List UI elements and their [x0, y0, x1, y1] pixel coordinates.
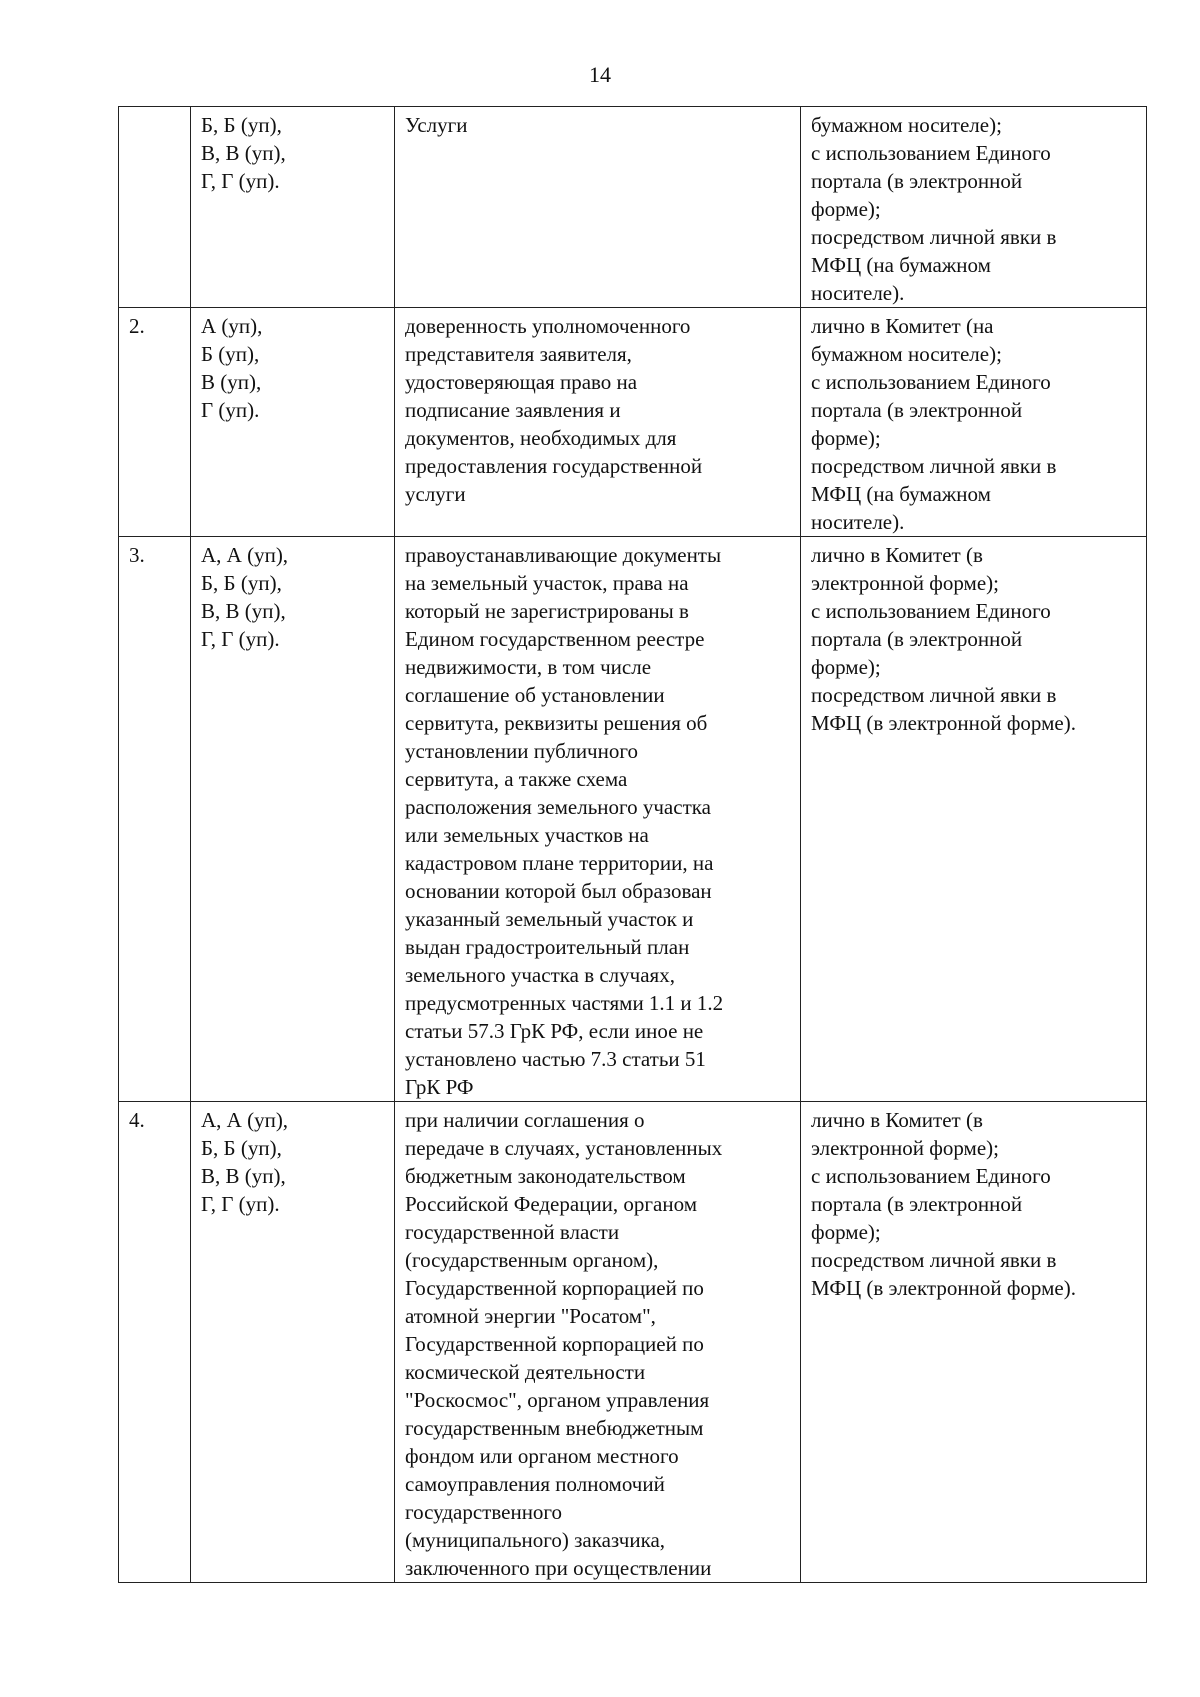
submission-method: лично в Комитет (на бумажном носителе); с использованием Единого портала (в электронной форме); посредством личной явки в МФЦ (на бумажном носителе). — [801, 308, 1147, 537]
document-description: доверенность уполномоченного представителя заявителя, удостоверяющая право на подписание заявления и документов, необходимых для предоставления государственной услуги — [395, 308, 801, 537]
row-number: 2. — [119, 308, 191, 537]
documents-table — [118, 106, 1147, 1583]
row-number: 4. — [119, 1102, 191, 1583]
table-row — [119, 1102, 1147, 1583]
table-row — [119, 308, 1147, 537]
document-description: правоустанавливающие документы на земельный участок, права на который не зарегистрированы в Едином государственном реестре недвижимости, в том числе соглашение об установлении сервитута, реквизиты решения об установлении публичного сервитута, а также схема расположения земельного участка или земельных участков на кадастровом плане территории, на основании которой был образован указанный земельный участок и выдан градостроительный план земельного участка в случаях, предусмотренных частями 1.1 и 1.2 статьи 57.3 ГрК РФ, если иное не установлено частью 7.3 статьи 51 ГрК РФ — [395, 537, 801, 1102]
submission-method: лично в Комитет (в электронной форме); с использованием Единого портала (в электронной форме); посредством личной явки в МФЦ (в электронной форме). — [801, 1102, 1147, 1583]
applicant-category: А, А (уп), Б, Б (уп), В, В (уп), Г, Г (уп). — [191, 537, 395, 1102]
document-description: при наличии соглашения о передаче в случаях, установленных бюджетным законодательством Российской Федерации, органом государственной власти (государственным органом), Государственной корпорацией по атомной энергии "Росатом", Государственной корпорацией по космической деятельности "Роскосмос", органом управления государственным внебюджетным фондом или органом местного самоуправления полномочий государственного (муниципального) заказчика, заключенного при осуществлении — [395, 1102, 801, 1583]
submission-method: лично в Комитет (в электронной форме); с использованием Единого портала (в электронной форме); посредством личной явки в МФЦ (в электронной форме). — [801, 537, 1147, 1102]
table-row — [119, 107, 1147, 308]
applicant-category: А (уп), Б (уп), В (уп), Г (уп). — [191, 308, 395, 537]
page-number: 14 — [589, 62, 611, 87]
row-number — [119, 107, 191, 308]
submission-method: бумажном носителе); с использованием Единого портала (в электронной форме); посредством личной явки в МФЦ (на бумажном носителе). — [801, 107, 1147, 308]
applicant-category: Б, Б (уп), В, В (уп), Г, Г (уп). — [191, 107, 395, 308]
applicant-category: А, А (уп), Б, Б (уп), В, В (уп), Г, Г (уп). — [191, 1102, 395, 1583]
table-row — [119, 537, 1147, 1102]
document-description: Услуги — [395, 107, 801, 308]
row-number: 3. — [119, 537, 191, 1102]
